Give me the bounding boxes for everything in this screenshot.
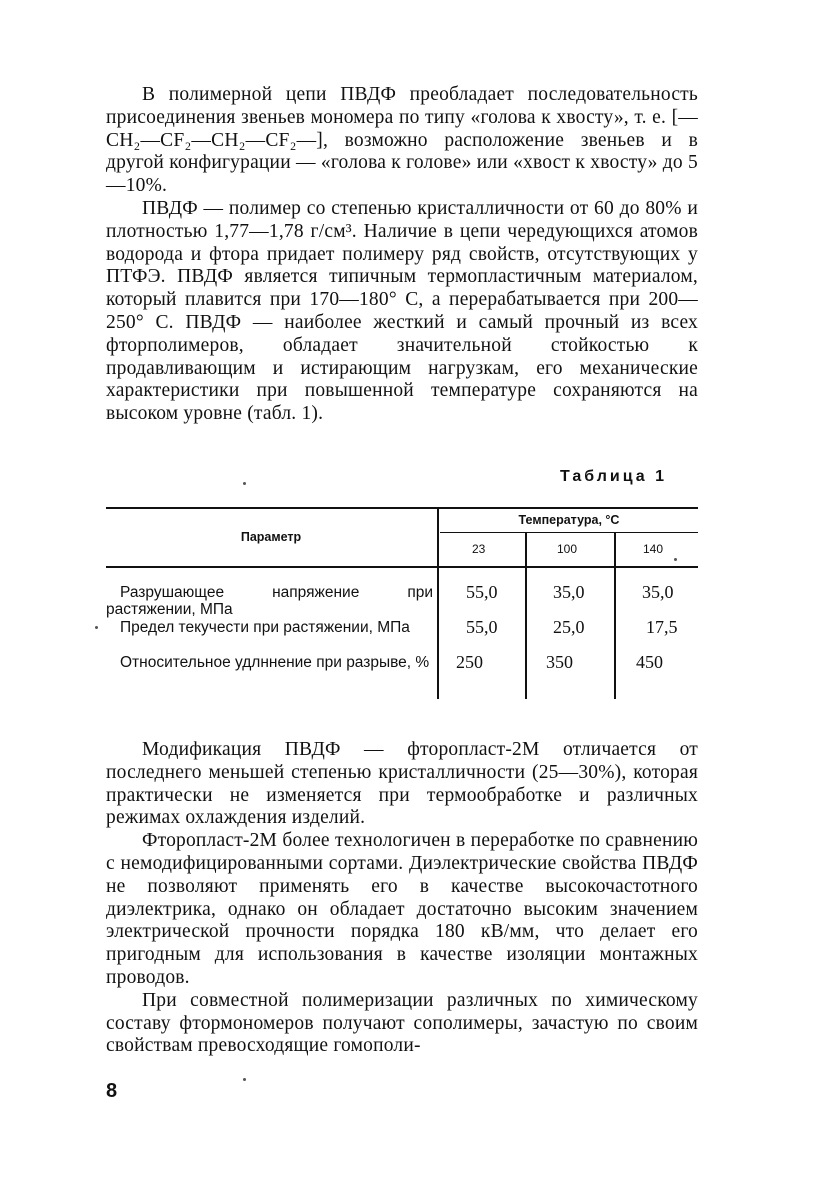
table-col-23: 23 [472,542,486,556]
table-row-param: Предел текучести при растяжении, МПа [120,619,410,636]
table-top-rule [106,507,698,509]
paragraph-dielectric: Фторопласт-2М более технологичен в переработке по сравнению с немодифицированными сортами. Диэлектрические свойства ПВДФ не позволяют применять его в качестве высокочастотного диэлектрика, однако он обладает достаточно высоким значением электрической прочности порядка 180 кВ/мм, что делает его пригодным для использования в качестве изоляции монтажных проводов. [106,830,698,988]
table-col-140: 140 [643,542,664,556]
table-header-param: Параметр [240,530,302,544]
table-cell: 25,0 [553,617,585,637]
table-header-temperature: Температура, °С [518,513,620,527]
table-cell: 17,5 [646,617,678,637]
print-speck [674,558,677,561]
table-row-param: Разрушающее напряжение при растяжении, МПа [106,584,433,618]
table-title: Таблица 1 [560,468,668,485]
table-cell: 35,0 [642,582,674,602]
table-cell: 55,0 [466,582,498,602]
table-vline-3 [614,533,616,699]
paragraph-properties: ПВДФ — полимер со степенью кристалличности от 60 до 80% и плотностью 1,77—1,78 г/см³. Наличие в цепи чередующихся атомов водорода и фтора придает полимеру ряд свойств, отсутствующих у ПТФЭ. ПВДФ является типичным термопластичным материалом, который плавится при 170—180° С, а перерабатывается при 200—250° С. ПВДФ — наиболее жесткий и самый прочный из всех фторполимеров, обладает значительной стойкостью к продавливающим и истирающим нагрузкам, его механические характеристики при повышенной температуре сохраняются на высоком уровне (табл. 1). [106,197,698,425]
table-cell: 450 [636,652,663,672]
table-subheader-rule [440,532,698,533]
table-cell: 35,0 [553,582,585,602]
table-row-param: Относительное удлннение при разрыве, % [120,654,430,671]
print-speck [243,1078,246,1081]
table-header-rule [106,566,698,568]
page-number: 8 [106,1080,118,1102]
table-vline-1 [437,507,439,699]
print-speck [95,626,98,629]
paragraph-copolymers: При совместной полимеризации различных по химическому составу фтормономеров получают сополимеры, зачастую по своим свойствам превосходящие гомополи- [106,989,698,1057]
table-vline-2 [525,533,527,699]
paragraph-modification: Модификация ПВДФ — фторопласт-2М отличается от последнего меньшей степенью кристалличности (25—30%), которая практически не изменяется при термообработке и различных режимах охлаждения изделий. [106,739,698,829]
paragraph-structure: В полимерной цепи ПВДФ преобладает последовательность присоединения звеньев мономера по типу «голова к хвосту», т. е. [—CH₂—CF₂—CH₂—CF₂—], возможно расположение звеньев и в другой конфигурации — «голова к голове» или «хвост к хвосту» до 5—10%. [106,84,698,197]
table-cell: 55,0 [466,617,498,637]
text-block-top [106,84,698,426]
table-cell: 350 [546,652,573,672]
print-speck [243,482,246,485]
table-col-100: 100 [557,542,578,556]
table-cell: 250 [456,652,483,672]
text-block-bottom [106,739,698,1058]
